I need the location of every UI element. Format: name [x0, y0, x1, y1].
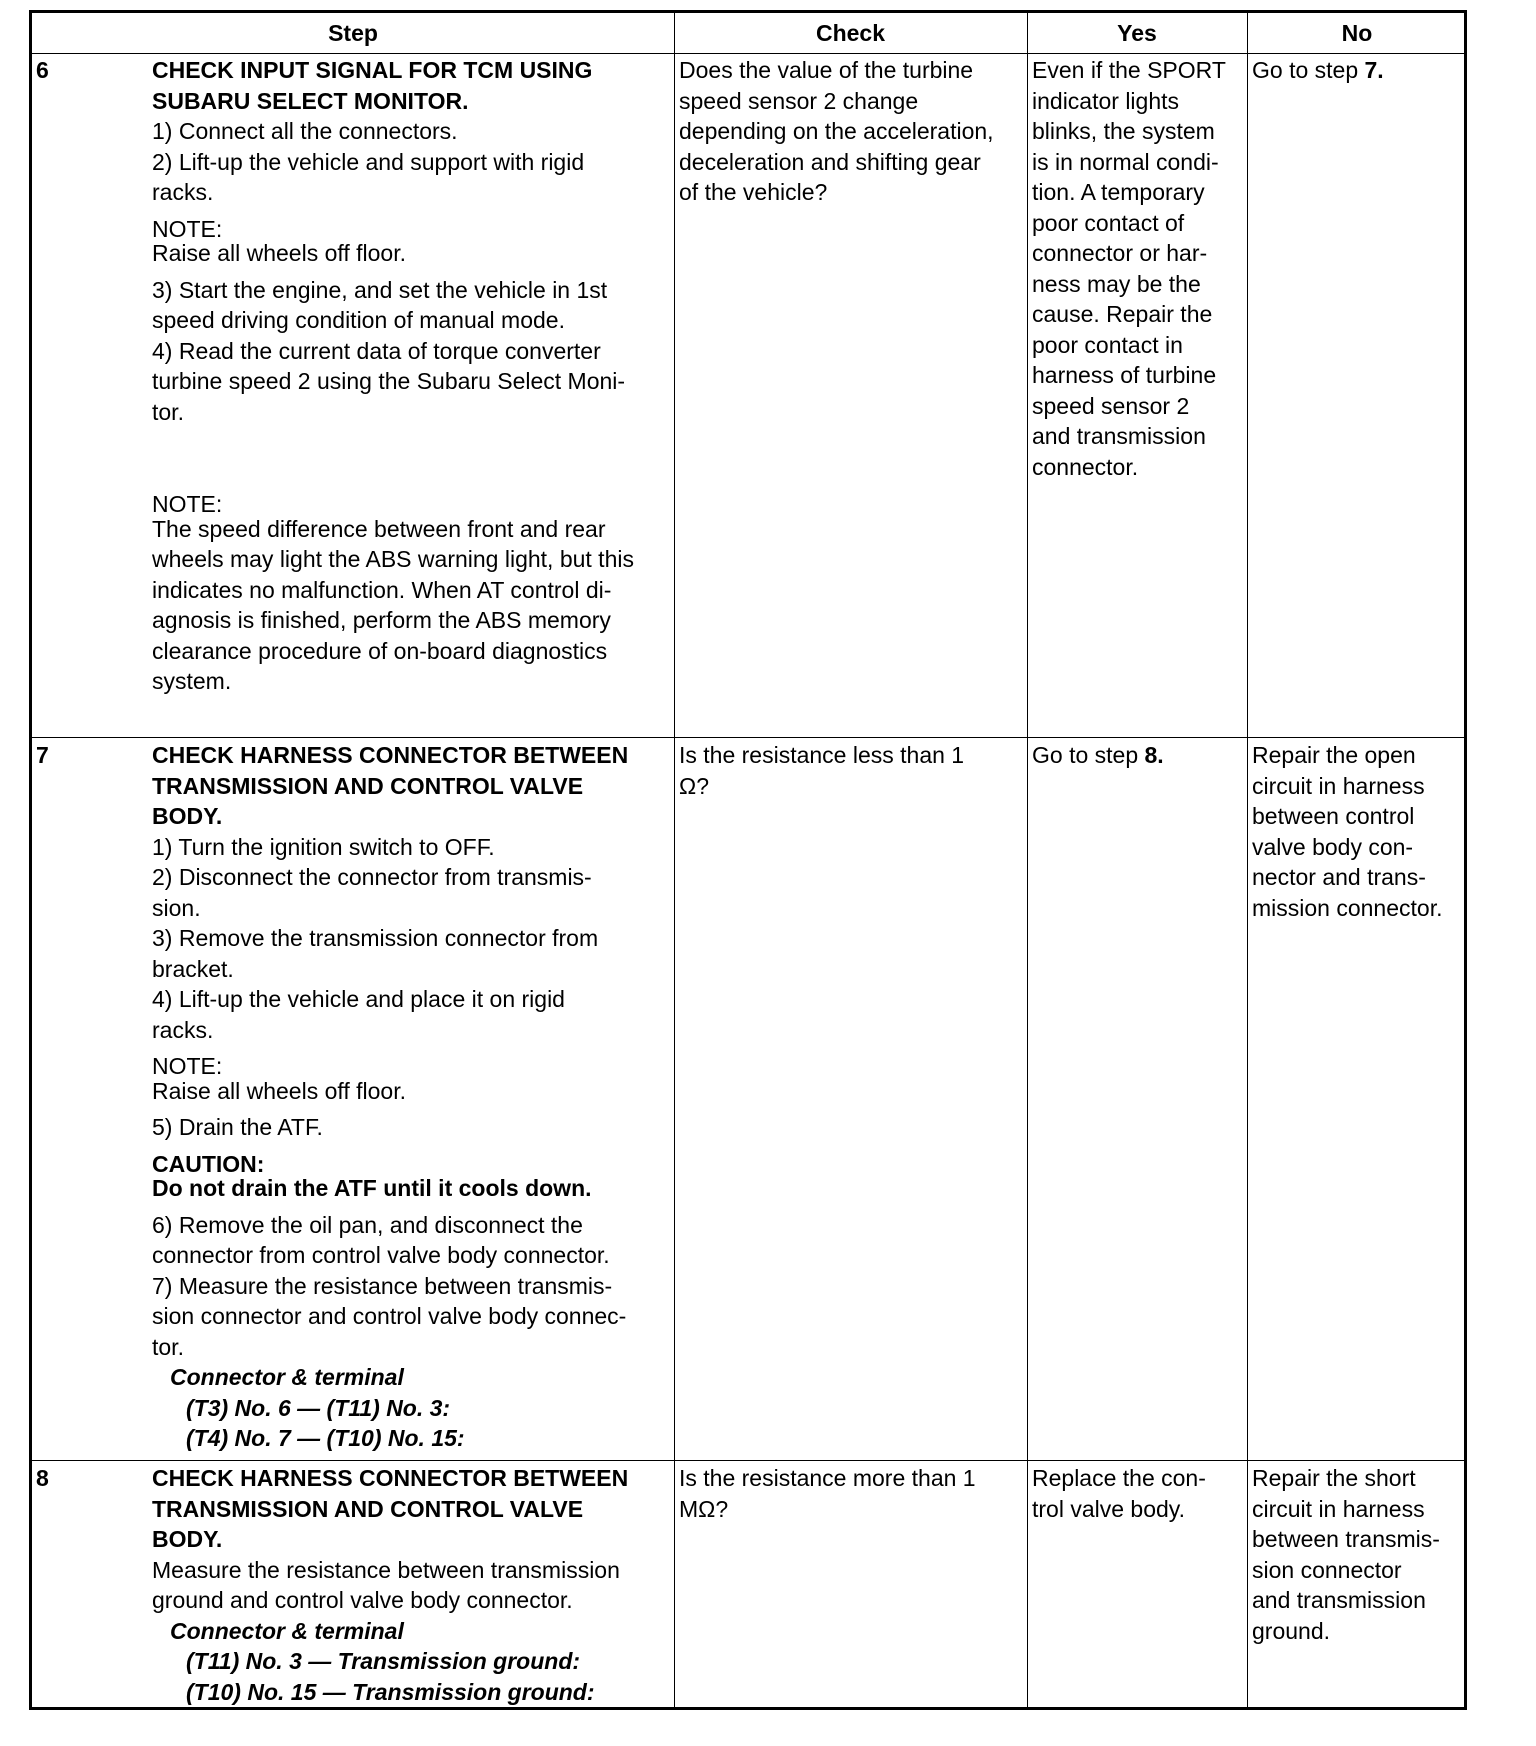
note-text: The speed difference between front and rear — [152, 515, 606, 542]
no-line: circuit in harness — [1252, 1495, 1425, 1522]
column-divider — [1247, 13, 1248, 1707]
no-line: Repair the open — [1252, 742, 1416, 768]
note-text: Raise all wheels off floor. — [152, 240, 406, 266]
no-line: between control — [1252, 803, 1415, 829]
yes-line: indicator lights — [1032, 87, 1180, 114]
no-line: sion connector — [1252, 1556, 1402, 1583]
check-line: of the vehicle? — [679, 179, 828, 205]
instruction-line: 2) Disconnect the connector from transmis- — [152, 864, 592, 890]
instruction-line: bracket. — [152, 955, 234, 982]
step-title: BODY. — [152, 1526, 223, 1552]
instruction-line: tor. — [152, 398, 184, 425]
header-check: Check — [815, 20, 886, 46]
caution-label: CAUTION: — [152, 1150, 265, 1177]
yes-line: connector. — [1032, 453, 1139, 480]
yes-result — [1032, 740, 1244, 771]
yes-result — [1032, 1463, 1244, 1524]
yes-text: Go to step — [1032, 742, 1145, 768]
step-number: 7 — [36, 742, 49, 768]
no-line: and transmission — [1252, 1587, 1426, 1613]
step-reference: 7. — [1364, 57, 1384, 83]
no-result — [1252, 1463, 1464, 1646]
step-title: CHECK INPUT SIGNAL FOR TCM USING — [152, 57, 593, 83]
connector-terminal-spec: (T11) No. 3 — Transmission ground: — [186, 1648, 581, 1674]
step-number: 6 — [36, 57, 49, 83]
instruction-line: sion connector and control valve body connec- — [152, 1303, 627, 1329]
step-reference: 8. — [1144, 742, 1164, 768]
connector-terminal-spec: (T4) No. 7 — (T10) No. 15: — [186, 1425, 465, 1451]
note-text: agnosis is finished, perform the ABS memory — [152, 607, 611, 633]
instruction-line: sion. — [152, 894, 201, 921]
yes-line: cause. Repair the — [1032, 301, 1213, 327]
note-text: indicates no malfunction. When AT control di- — [152, 576, 612, 603]
yes-line: connector or har- — [1032, 240, 1208, 266]
yes-line: speed sensor 2 — [1032, 392, 1190, 419]
note-label: NOTE: — [152, 1053, 223, 1079]
yes-line: is in normal condi- — [1032, 148, 1219, 175]
instruction-line: 3) Start the engine, and set the vehicle in 1st — [152, 276, 608, 303]
step-title: TRANSMISSION AND CONTROL VALVE — [152, 772, 584, 799]
connector-terminal-label: Connector & terminal — [170, 1364, 404, 1390]
check-line: MΩ? — [679, 1495, 729, 1522]
step-title: CHECK HARNESS CONNECTOR BETWEEN — [152, 1465, 629, 1491]
instruction-line: 1) Connect all the connectors. — [152, 118, 458, 144]
instruction-line: Measure the resistance between transmission — [152, 1556, 620, 1583]
check-line: Is the resistance less than 1 — [679, 742, 965, 768]
instruction-line: 6) Remove the oil pan, and disconnect the — [152, 1211, 583, 1238]
no-result — [1252, 740, 1464, 923]
header-yes: Yes — [1117, 20, 1157, 46]
yes-line: Replace the con- — [1032, 1465, 1206, 1491]
step-instructions — [152, 55, 670, 697]
note-text: Raise all wheels off floor. — [152, 1077, 406, 1104]
yes-line: poor contact in — [1032, 331, 1183, 358]
row-divider — [32, 1460, 1464, 1461]
note-text: clearance procedure of on-board diagnostics — [152, 637, 608, 664]
no-line: mission connector. — [1252, 894, 1443, 921]
check-line: Ω? — [679, 772, 709, 799]
yes-line: blinks, the system — [1032, 118, 1215, 144]
no-line: ground. — [1252, 1617, 1331, 1644]
note-text: wheels may light the ABS warning light, but this — [152, 546, 634, 572]
yes-line: harness of turbine — [1032, 362, 1217, 388]
yes-line: trol valve body. — [1032, 1495, 1185, 1522]
note-text: system. — [152, 668, 232, 694]
instruction-line: tor. — [152, 1333, 184, 1360]
check-line: Does the value of the turbine — [679, 57, 974, 83]
instruction-line: 4) Lift-up the vehicle and place it on rigid — [152, 986, 565, 1012]
header-no: No — [1341, 20, 1373, 46]
instruction-line: 4) Read the current data of torque converter — [152, 337, 601, 364]
instruction-line: ground and control valve body connector. — [152, 1587, 573, 1613]
diagnostic-table — [29, 10, 1467, 1710]
instruction-line: 5) Drain the ATF. — [152, 1114, 323, 1140]
caution-text: Do not drain the ATF until it cools down. — [152, 1175, 592, 1201]
instruction-line: 3) Remove the transmission connector from — [152, 925, 599, 951]
yes-line: tion. A temporary — [1032, 179, 1205, 205]
check-line: depending on the acceleration, — [679, 118, 994, 144]
yes-line: ness may be the — [1032, 270, 1201, 297]
no-line: between transmis- — [1252, 1526, 1440, 1552]
note-label: NOTE: — [152, 491, 223, 517]
column-divider — [674, 13, 675, 1707]
no-text: Go to step — [1252, 57, 1365, 83]
instruction-line: 1) Turn the ignition switch to OFF. — [152, 833, 495, 860]
check-question — [679, 740, 1024, 801]
step-number: 8 — [36, 1465, 49, 1491]
check-question — [679, 55, 1024, 208]
step-title: SUBARU SELECT MONITOR. — [152, 87, 469, 114]
instruction-line: speed driving condition of manual mode. — [152, 307, 565, 333]
step-instructions — [152, 1463, 670, 1707]
no-line: Repair the short — [1252, 1465, 1416, 1491]
instruction-line: 2) Lift-up the vehicle and support with rigid — [152, 148, 585, 175]
column-divider — [1027, 13, 1028, 1707]
header-step: Step — [328, 20, 378, 46]
no-line: valve body con- — [1252, 833, 1414, 860]
yes-result — [1032, 55, 1244, 482]
yes-line: and transmission — [1032, 423, 1206, 449]
instruction-line: racks. — [152, 1016, 214, 1043]
no-line: nector and trans- — [1252, 864, 1426, 890]
no-result — [1252, 55, 1464, 86]
row-divider — [32, 737, 1464, 738]
instruction-line: turbine speed 2 using the Subaru Select Moni- — [152, 368, 626, 394]
step-title: TRANSMISSION AND CONTROL VALVE — [152, 1495, 584, 1522]
note-label: NOTE: — [152, 215, 223, 242]
instruction-line: 7) Measure the resistance between transmis- — [152, 1272, 613, 1299]
row-divider — [32, 53, 1464, 54]
step-instructions — [152, 740, 670, 1454]
check-question — [679, 1463, 1024, 1524]
yes-line: poor contact of — [1032, 209, 1185, 236]
instruction-line: connector from control valve body connector. — [152, 1242, 610, 1268]
connector-terminal-spec: (T3) No. 6 — (T11) No. 3: — [186, 1394, 451, 1421]
check-line: deceleration and shifting gear — [679, 148, 981, 175]
no-line: circuit in harness — [1252, 772, 1425, 799]
check-line: speed sensor 2 change — [679, 87, 919, 114]
connector-terminal-spec: (T10) No. 15 — Transmission ground: — [186, 1678, 595, 1705]
check-line: Is the resistance more than 1 — [679, 1465, 976, 1491]
step-title: CHECK HARNESS CONNECTOR BETWEEN — [152, 742, 629, 768]
connector-terminal-label: Connector & terminal — [170, 1617, 404, 1644]
step-title: BODY. — [152, 803, 223, 829]
yes-line: Even if the SPORT — [1032, 57, 1226, 83]
instruction-line: racks. — [152, 179, 214, 205]
